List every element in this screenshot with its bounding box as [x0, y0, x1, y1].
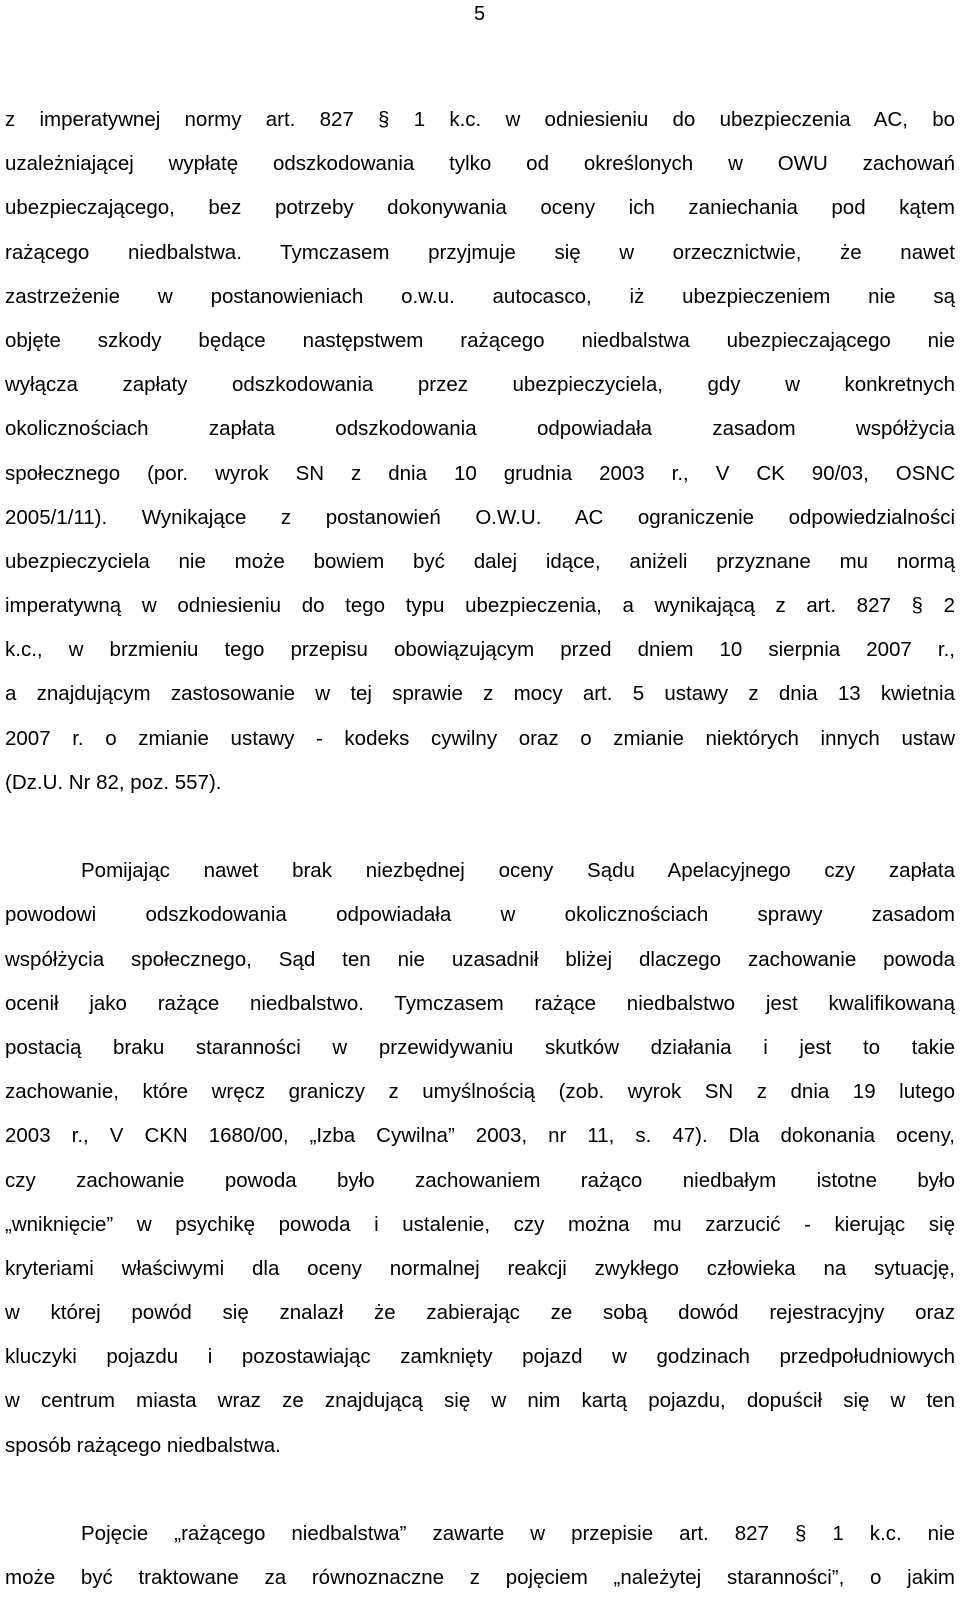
text-line: 2003 r., V CKN 1680/00, „Izba Cywilna” 2003, nr 11, s. 47). Dla dokonania oceny,: [5, 1124, 955, 1148]
page-number: 5: [474, 3, 486, 25]
text-line: a znajdującym zastosowanie w tej sprawie z mocy art. 5 ustawy z dnia 13 kwietnia: [5, 682, 955, 706]
paragraph-gap: [5, 805, 955, 849]
text-line: 2005/1/11). Wynikające z postanowień O.W.U. AC ograniczenie odpowiedzialności: [5, 505, 955, 529]
text-line: „wniknięcie” w psychikę powoda i ustalenie, czy można mu zarzucić - kierując się: [5, 1212, 955, 1236]
document-body: [5, 98, 955, 1600]
text-line: okolicznościach zapłata odszkodowania odpowiadała zasadom współżycia: [5, 417, 955, 441]
text-line: rażącego niedbalstwa. Tymczasem przyjmuje się w orzecznictwie, że nawet: [5, 240, 955, 264]
text-line: k.c., w brzmieniu tego przepisu obowiązującym przed dniem 10 sierpnia 2007 r.,: [5, 638, 955, 662]
text-line: wyłącza zapłaty odszkodowania przez ubezpieczyciela, gdy w konkretnych: [5, 373, 955, 397]
text-line: ubezpieczającego, bez potrzeby dokonywania oceny ich zaniechania pod kątem: [5, 196, 955, 220]
text-line: może być traktowane za równoznaczne z pojęciem „należytej staranności”, o jakim: [5, 1566, 955, 1590]
text-line: uzależniającej wypłatę odszkodowania tylko od określonych w OWU zachowań: [5, 152, 955, 176]
text-line: współżycia społecznego, Sąd ten nie uzasadnił bliżej dlaczego zachowanie powoda: [5, 947, 955, 971]
text-line: ubezpieczyciela nie może bowiem być dalej idące, aniżeli przyznane mu normą: [5, 549, 955, 573]
text-line: w centrum miasta wraz ze znajdującą się w nim kartą pojazdu, dopuścił się w ten: [5, 1389, 955, 1413]
text-line: czy zachowanie powoda było zachowaniem rażąco niedbałym istotne było: [5, 1168, 955, 1192]
text-line: postacią braku staranności w przewidywaniu skutków działania i jest to takie: [5, 1035, 955, 1059]
text-line: objęte szkody będące następstwem rażącego niedbalstwa ubezpieczającego nie: [5, 328, 955, 352]
text-line: powodowi odszkodowania odpowiadała w okolicznościach sprawy zasadom: [5, 903, 955, 927]
text-line: 2007 r. o zmianie ustawy - kodeks cywilny oraz o zmianie niektórych innych ustaw: [5, 726, 955, 750]
text-line: ocenił jako rażące niedbalstwo. Tymczasem rażące niedbalstwo jest kwalifikowaną: [5, 991, 955, 1015]
text-line: kluczyki pojazdu i pozostawiając zamknięty pojazd w godzinach przedpołudniowych: [5, 1345, 955, 1369]
text-line: imperatywną w odniesieniu do tego typu ubezpieczenia, a wynikającą z art. 827 § 2: [5, 594, 955, 618]
text-line: zachowanie, które wręcz graniczy z umyślnością (zob. wyrok SN z dnia 19 lutego: [5, 1080, 955, 1104]
text-line: Pomijając nawet brak niezbędnej oceny Sądu Apelacyjnego czy zapłata: [81, 859, 955, 883]
paragraph-gap: [5, 1468, 955, 1512]
text-line: z imperatywnej normy art. 827 § 1 k.c. w odniesieniu do ubezpieczenia AC, bo: [5, 108, 955, 131]
text-line: kryteriami właściwymi dla oceny normalnej reakcji zwykłego człowieka na sytuację,: [5, 1256, 955, 1280]
text-line: sposób rażącego niedbalstwa.: [5, 1433, 281, 1457]
text-line: (Dz.U. Nr 82, poz. 557).: [5, 770, 222, 794]
text-line: społecznego (por. wyrok SN z dnia 10 grudnia 2003 r., V CK 90/03, OSNC: [5, 461, 955, 485]
text-line: Pojęcie „rażącego niedbalstwa” zawarte w przepisie art. 827 § 1 k.c. nie: [81, 1522, 955, 1545]
text-line: w której powód się znalazł że zabierając ze sobą dowód rejestracyjny oraz: [5, 1301, 955, 1325]
text-line: zastrzeżenie w postanowieniach o.w.u. autocasco, iż ubezpieczeniem nie są: [5, 284, 955, 308]
